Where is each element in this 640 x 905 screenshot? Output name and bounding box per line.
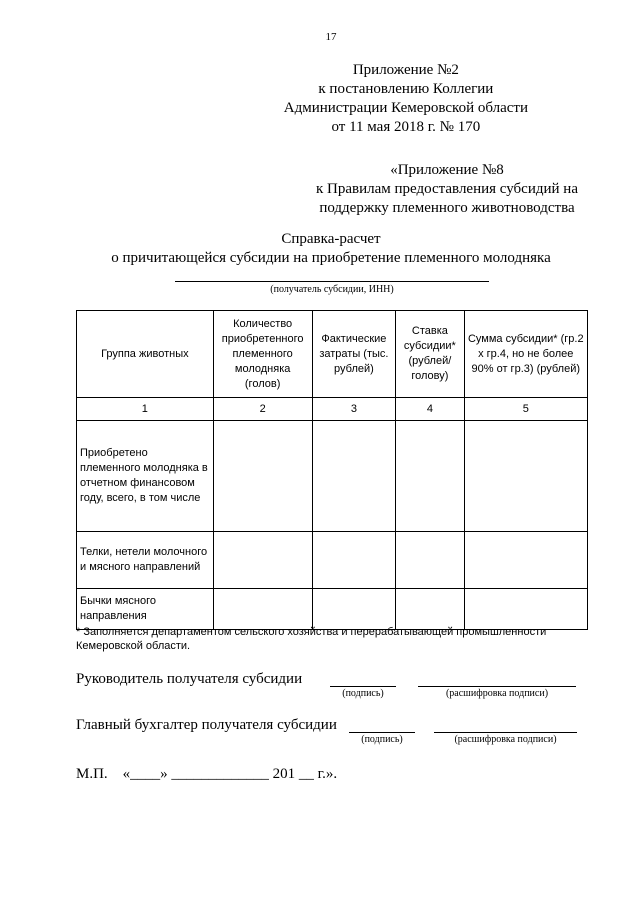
header-quantity: Количество приобретенного племенного молодняка (голов) [213,311,312,398]
header-subsidy-rate: Ставка субсидии* (рублей/ голову) [396,311,464,398]
appendix-2-header [284,61,528,137]
appendix-2-line-2: к постановлению Коллегии [318,81,494,97]
head-signature-label: Руководитель получателя субсидии [76,671,303,687]
appendix-8-line-3: поддержку племенного животноводства [319,200,575,216]
appendix-2-line-3: Администрации Кемеровской области [283,100,528,116]
table-row [77,532,588,589]
table-header-row [77,311,588,398]
recipient-field-line[interactable] [175,281,489,282]
accountant-signature-line[interactable] [349,732,415,733]
row-label-total: Приобретено племенного молодняка в отчетном финансовом году, всего, в том числе [77,421,214,532]
table-cell[interactable] [464,589,587,630]
row-label-heifers: Телки, нетели молочного и мясного направлений [77,532,214,589]
subsidy-table [76,310,588,630]
appendix-8-line-1: «Приложение №8 [390,162,504,178]
accountant-decoding-caption: (расшифровка подписи) [454,734,557,745]
table-cell[interactable] [396,421,464,532]
table-cell[interactable] [213,421,312,532]
table-row [77,589,588,630]
table-column-numbers-row [77,398,588,421]
document-title [0,230,640,268]
table-cell[interactable] [396,532,464,589]
column-number: 2 [213,398,312,421]
head-decoding-line[interactable] [418,686,576,687]
column-number: 3 [312,398,396,421]
table-cell[interactable] [312,532,396,589]
row-label-bulls: Бычки мясного направления [77,589,214,630]
table-row [77,421,588,532]
table-cell[interactable] [464,421,587,532]
appendix-8-line-2: к Правилам предоставления субсидий на [315,181,578,197]
stamp-date-line: М.П. «____» _____________ 201 __ г.». [76,766,338,782]
page-number: 17 [325,31,337,43]
appendix-2-line-1: Приложение №2 [352,62,459,78]
accountant-signature-caption: (подпись) [361,734,403,745]
column-number: 4 [396,398,464,421]
head-signature-line[interactable] [330,686,396,687]
header-actual-costs: Фактические затраты (тыс. рублей) [312,311,396,398]
accountant-signature-label: Главный бухгалтер получателя субсидии [76,717,337,733]
appendix-2-line-4: от 11 мая 2018 г. № 170 [331,119,481,135]
accountant-decoding-line[interactable] [434,732,577,733]
table-cell[interactable] [464,532,587,589]
appendix-8-header [316,161,578,218]
recipient-caption: (получатель субсидии, ИНН) [270,284,394,295]
title-line-2: о причитающейся субсидии на приобретение племенного молодняка [111,250,551,266]
head-signature-caption: (подпись) [342,688,384,699]
footnote: * Заполняется департаментом сельского хозяйства и перерабатывающей промышленности Кемеровской области. [76,626,547,652]
column-number: 5 [464,398,587,421]
header-animal-group: Группа животных [77,311,214,398]
table-cell[interactable] [396,589,464,630]
table-cell[interactable] [312,421,396,532]
table-cell[interactable] [312,589,396,630]
table-cell[interactable] [213,589,312,630]
table-cell[interactable] [213,532,312,589]
head-decoding-caption: (расшифровка подписи) [445,688,549,699]
header-subsidy-amount: Сумма субсидии* (гр.2 х гр.4, но не более 90% от гр.3) (рублей) [464,311,587,398]
column-number: 1 [77,398,214,421]
title-line-1: Справка-расчет [281,231,381,247]
